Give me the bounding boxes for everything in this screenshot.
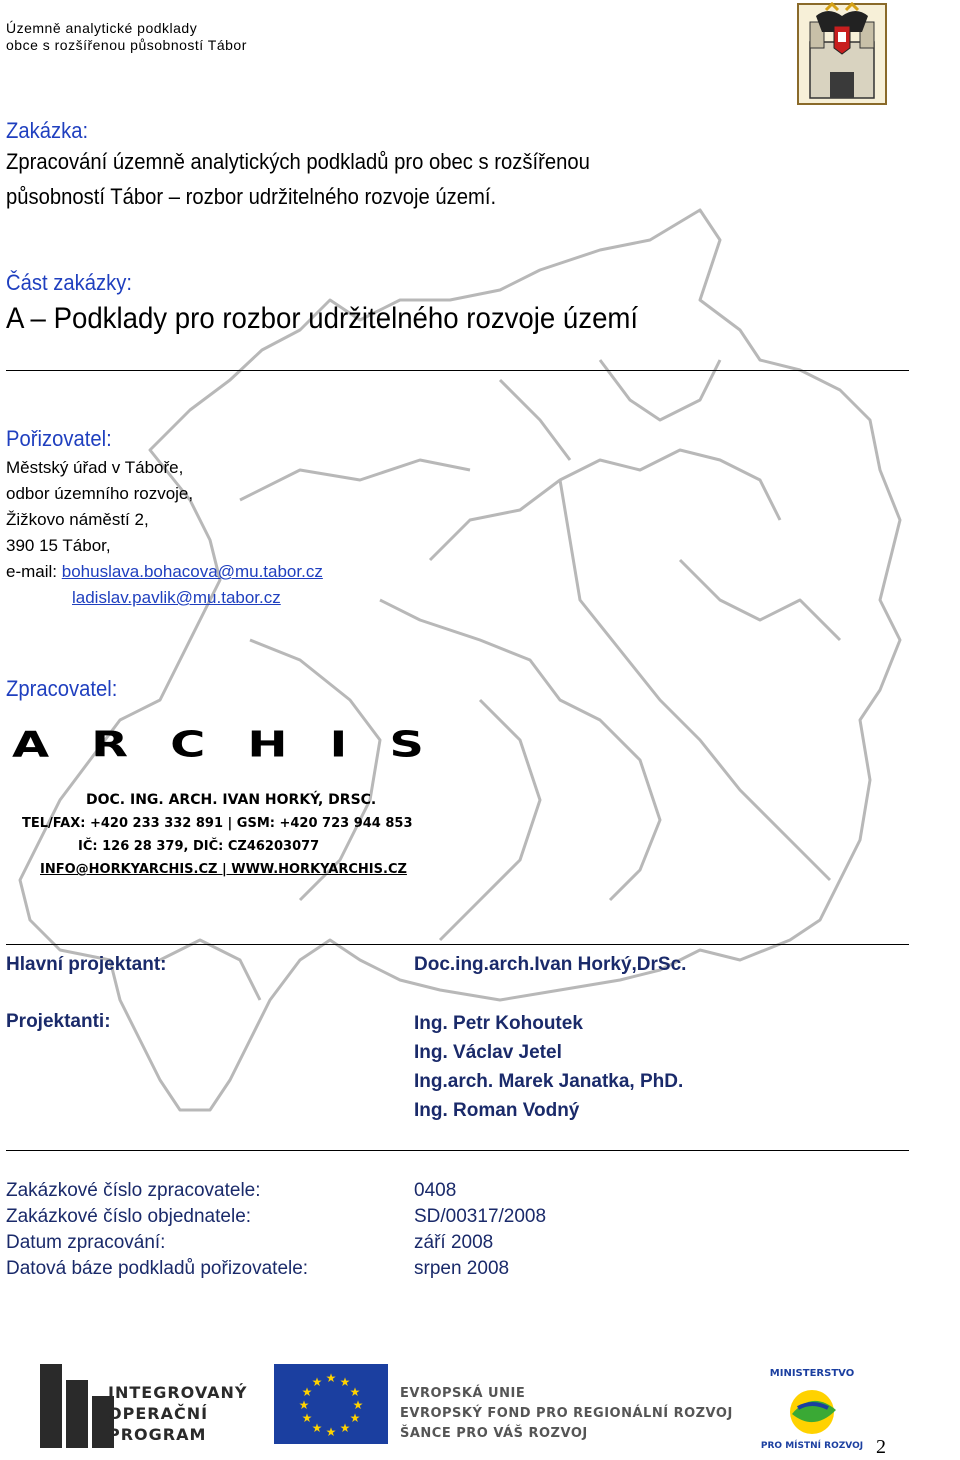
iop-logo xyxy=(40,1364,250,1448)
page-number: 2 xyxy=(876,1436,886,1458)
projektant-name: Ing. Václav Jetel xyxy=(414,1042,562,1063)
zakazka-label: Zakázka: xyxy=(6,118,89,143)
zpracovatel-label: Zpracovatel: xyxy=(6,676,118,701)
iop-line: PROGRAM xyxy=(108,1425,207,1444)
header-line-2: obce s rozšířenou působností Tábor xyxy=(6,37,247,53)
projektant-name: Ing. Petr Kohoutek xyxy=(414,1013,583,1034)
details-row xyxy=(6,1230,906,1256)
hlavni-projektant-value: Doc.ing.arch.Ivan Horký,DrSc. xyxy=(414,954,687,975)
email-link-2[interactable]: ladislav.pavlik@mu.tabor.cz xyxy=(72,588,281,607)
projektant-name: Ing.arch. Marek Janatka, PhD. xyxy=(414,1071,684,1092)
svg-text:★: ★ xyxy=(349,1411,361,1425)
details-label: Zakázkové číslo objednatele: xyxy=(6,1206,252,1227)
details-value: srpen 2008 xyxy=(414,1258,510,1279)
svg-text:★: ★ xyxy=(301,1411,313,1425)
iop-line: OPERAČNÍ xyxy=(108,1404,209,1423)
archis-logo-line: IČ: 126 28 379, DIČ: CZ46203077 xyxy=(78,839,320,854)
svg-text:★: ★ xyxy=(349,1385,361,1399)
eu-line: EVROPSKÁ UNIE xyxy=(400,1386,526,1401)
eu-stars-icon xyxy=(274,1364,388,1444)
address-line: Městský úřad v Táboře, xyxy=(6,458,184,477)
divider-2 xyxy=(6,944,909,945)
details-label: Zakázkové číslo zpracovatele: xyxy=(6,1180,261,1201)
projektanti-list xyxy=(414,1009,683,1125)
details-row xyxy=(6,1256,906,1282)
svg-text:★: ★ xyxy=(325,1425,337,1439)
iop-text xyxy=(108,1382,247,1445)
email-row xyxy=(6,559,323,585)
details-table xyxy=(6,1178,906,1282)
email-label: e-mail: xyxy=(6,562,58,581)
svg-text:★: ★ xyxy=(352,1398,364,1412)
projektanti-label: Projektanti: xyxy=(6,1011,111,1032)
mmr-top-text: MINISTERSTVO xyxy=(769,1368,855,1379)
zakazka-line-1: Zpracování územně analytických podkladů pro obec s rozšířenou xyxy=(6,149,590,174)
tabor-coat-of-arms-icon xyxy=(796,2,888,106)
eu-line: EVROPSKÝ FOND PRO REGIONÁLNÍ ROZVOJ xyxy=(400,1406,733,1421)
cast-title: A – Podklady pro rozbor udržitelného rozvoje území xyxy=(6,302,639,335)
iop-bar-icon xyxy=(40,1364,62,1448)
details-label: Datum zpracování: xyxy=(6,1232,166,1253)
address-line: 390 15 Tábor, xyxy=(6,536,111,555)
cast-label: Část zakázky: xyxy=(6,270,132,295)
iop-bar-icon xyxy=(66,1380,88,1448)
projektant-name: Ing. Roman Vodný xyxy=(414,1100,580,1121)
email-row xyxy=(6,585,323,611)
archis-logo xyxy=(12,723,482,888)
archis-logo-word: ARCHIS xyxy=(12,723,466,766)
archis-logo-line: INFO@HORKYARCHIS.CZ | WWW.HORKYARCHIS.CZ xyxy=(40,862,407,877)
porizovatel-label: Pořizovatel: xyxy=(6,426,112,451)
divider-3 xyxy=(6,1150,909,1151)
porizovatel-address xyxy=(6,455,323,611)
divider-1 xyxy=(6,370,909,371)
svg-text:★: ★ xyxy=(325,1371,337,1385)
iop-line: INTEGROVANÝ xyxy=(108,1383,248,1402)
zakazka-line-2: působností Tábor – rozbor udržitelného rozvoje území. xyxy=(6,184,497,209)
eu-flag-icon xyxy=(274,1364,388,1444)
svg-text:★: ★ xyxy=(311,1375,323,1389)
details-value: SD/00317/2008 xyxy=(414,1206,547,1227)
svg-text:★: ★ xyxy=(298,1398,310,1412)
details-value: 0408 xyxy=(414,1180,457,1201)
eu-line: ŠANCE PRO VÁŠ ROZVOJ xyxy=(400,1426,588,1441)
details-value: září 2008 xyxy=(414,1232,494,1253)
svg-text:★: ★ xyxy=(339,1421,351,1435)
header-line-1: Územně analytické podklady xyxy=(6,20,198,36)
details-row xyxy=(6,1204,906,1230)
details-row xyxy=(6,1178,906,1204)
hlavni-projektant-label: Hlavní projektant: xyxy=(6,954,167,975)
archis-logo-line: DOC. ING. ARCH. IVAN HORKÝ, DRSC. xyxy=(86,792,377,808)
svg-text:★: ★ xyxy=(311,1421,323,1435)
svg-text:★: ★ xyxy=(339,1375,351,1389)
svg-text:★: ★ xyxy=(301,1385,313,1399)
mmr-bottom-text: PRO MÍSTNÍ ROZVOJ xyxy=(760,1441,864,1451)
eu-text xyxy=(400,1384,733,1444)
running-header xyxy=(6,20,247,54)
address-line: odbor územního rozvoje, xyxy=(6,484,194,503)
address-line: Žižkovo náměstí 2, xyxy=(6,510,149,529)
details-label: Datová báze podkladů pořizovatele: xyxy=(6,1258,309,1279)
mmr-logo-icon xyxy=(752,1362,872,1452)
email-link-1[interactable]: bohuslava.bohacova@mu.tabor.cz xyxy=(61,562,323,581)
archis-logo-line: TEL/FAX: +420 233 332 891 | GSM: +420 723 944 853 xyxy=(22,816,413,831)
